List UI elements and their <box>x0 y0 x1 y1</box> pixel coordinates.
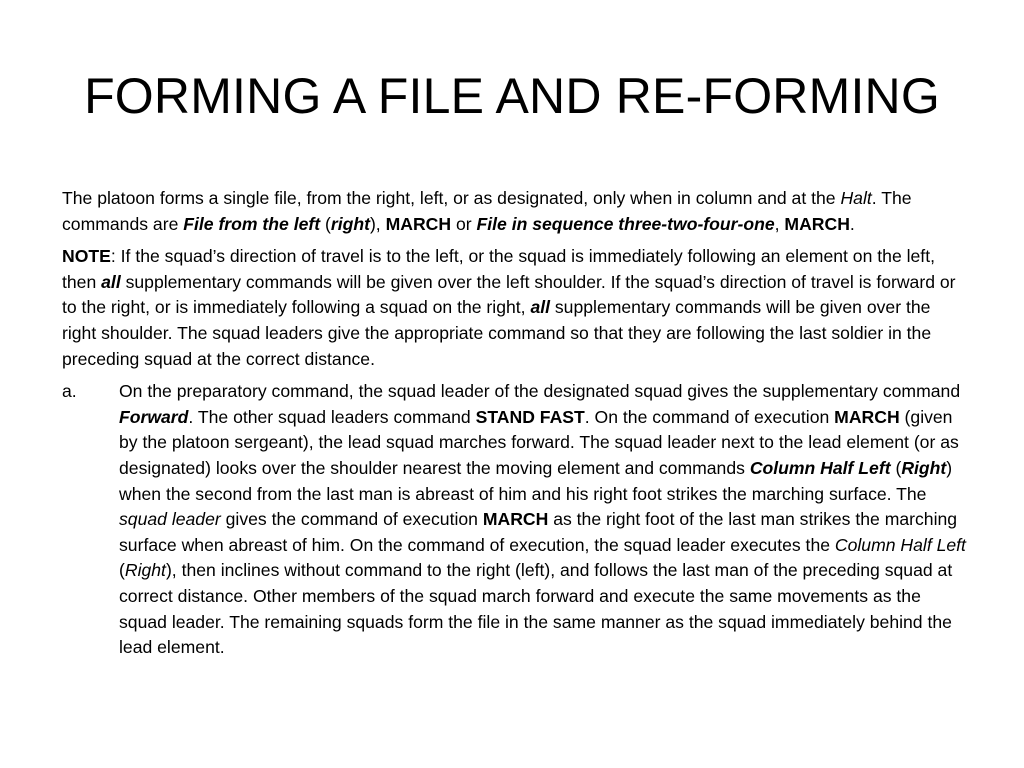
text-run-italic: Halt <box>840 188 872 208</box>
text-run-bold-italic: File in sequence three-two-four-one <box>476 213 775 234</box>
text-run-bold-italic: File from the left <box>183 213 321 234</box>
text-run-bold: MARCH <box>784 213 850 234</box>
text-run: : If the squad’s direction of travel is to the left, or the squad is immediately following an element on the left, then <box>62 246 935 292</box>
text-run-bold-italic: all <box>530 297 550 318</box>
paragraph-intro <box>62 186 967 237</box>
text-run: . The commands are <box>62 188 912 234</box>
text-run: ( <box>890 457 902 478</box>
text-run: The platoon forms a single file, from the right, left, or as designated, only when in column and at the <box>62 188 841 208</box>
text-run-bold-italic: Column Half Left <box>749 457 891 478</box>
text-run: ), <box>369 213 386 234</box>
text-run-bold-italic: all <box>101 271 121 292</box>
text-run: as the right foot of the last man strikes the marching surface when abreast of him. On the command of execution, the squad leader executes the <box>119 509 958 555</box>
text-run: On the preparatory command, the squad leader of the designated squad gives the supplementary command <box>119 381 961 402</box>
text-run: ( <box>119 560 125 581</box>
text-run: (given by the platoon sergeant), the lead squad marches forward. The squad leader next to the lead element (or as designated) looks over the shoulder nearest the moving element and commands <box>119 406 959 478</box>
list-item-text <box>119 379 967 661</box>
text-run-bold-italic: Forward <box>119 406 189 427</box>
text-run: . On the command of execution <box>584 406 835 427</box>
text-run: . <box>849 213 855 234</box>
text-run-bold: MARCH <box>834 406 900 427</box>
slide-title: FORMING A FILE AND RE-FORMING <box>84 68 940 124</box>
note-label: NOTE <box>62 246 111 267</box>
list-item-a <box>62 379 967 661</box>
text-run: ), then inclines without command to the right (left), and follows the last man of the preceding squad at correct distance. Other members of the squad march forward and execute the same movements as the squad leader. The remaining squads form the file in the same manner as the squad immediately behind the lead element. <box>119 560 953 658</box>
slide-body <box>62 186 967 661</box>
text-run: ) when the second from the last man is abreast of him and his right foot strikes the marching surface. The <box>119 457 953 504</box>
text-run: supplementary commands will be given over the left shoulder. If the squad’s direction of travel is forward or to the right, or is immediately following a squad on the right, <box>62 271 956 318</box>
text-run-italic: Column Half Left <box>834 534 966 555</box>
list-marker: a. <box>62 381 77 402</box>
paragraph-note <box>62 244 967 372</box>
text-run-italic: Right <box>124 560 166 581</box>
text-run: , <box>774 213 785 234</box>
text-run: supplementary commands will be given over the right shoulder. The squad leaders give the appropriate command so that they are following the last soldier in the preceding squad at the correct distance. <box>62 297 932 369</box>
text-run-bold-italic: right <box>330 213 370 234</box>
text-run-bold: MARCH <box>482 509 549 530</box>
text-run: or <box>451 213 477 234</box>
text-run: ( <box>320 213 331 234</box>
text-run-bold: MARCH <box>385 213 452 234</box>
text-run: gives the command of execution <box>220 509 483 530</box>
text-run-bold-italic: Right <box>901 457 947 478</box>
text-run: . The other squad leaders command <box>188 406 476 427</box>
text-run-italic: squad leader <box>119 509 221 530</box>
text-run-bold: STAND FAST <box>475 406 585 427</box>
